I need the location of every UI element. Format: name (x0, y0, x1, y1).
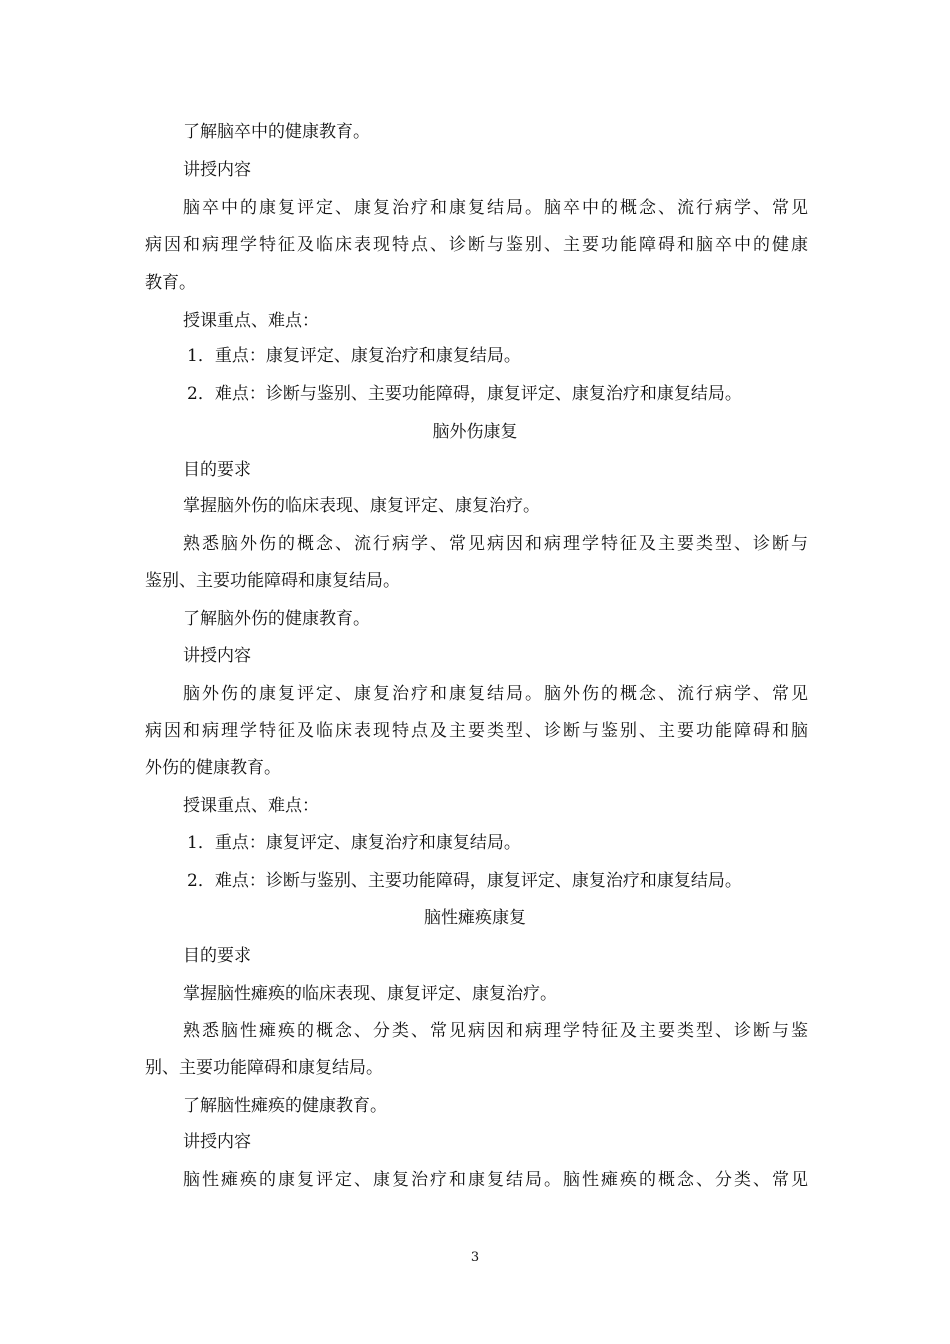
paragraph-line: 脑卒中的康复评定、康复治疗和康复结局。脑卒中的概念、流行病学、常见 (183, 198, 808, 218)
list-item: 1．重点：康复评定、康复治疗和康复结局。 (187, 346, 521, 366)
list-item: 2．难点：诊断与鉴别、主要功能障碍，康复评定、康复治疗和康复结局。 (187, 871, 742, 891)
paragraph-line: 脑外伤的康复评定、康复治疗和康复结局。脑外伤的概念、流行病学、常见 (183, 684, 808, 704)
section-label: 讲授内容 (183, 646, 251, 666)
paragraph-line: 别、主要功能障碍和康复结局。 (145, 1058, 383, 1078)
paragraph-line: 掌握脑性瘫痪的临床表现、康复评定、康复治疗。 (183, 984, 557, 1004)
section-label: 讲授内容 (183, 1132, 251, 1152)
section-heading: 脑外伤康复 (432, 422, 518, 442)
section-label: 讲授内容 (183, 160, 251, 180)
page-number: 3 (470, 1250, 480, 1265)
section-label: 授课重点、难点： (183, 796, 319, 816)
list-item: 2．难点：诊断与鉴别、主要功能障碍，康复评定、康复治疗和康复结局。 (187, 384, 742, 404)
section-label: 目的要求 (183, 946, 251, 966)
paragraph-line: 了解脑卒中的健康教育。 (183, 122, 370, 142)
paragraph-line: 鉴别、主要功能障碍和康复结局。 (145, 571, 400, 591)
paragraph-line: 掌握脑外伤的临床表现、康复评定、康复治疗。 (183, 496, 540, 516)
list-item: 1．重点：康复评定、康复治疗和康复结局。 (187, 833, 521, 853)
paragraph-line: 脑性瘫痪的康复评定、康复治疗和康复结局。脑性瘫痪的概念、分类、常见 (183, 1170, 808, 1190)
paragraph-line: 病因和病理学特征及临床表现特点及主要类型、诊断与鉴别、主要功能障碍和脑 (145, 721, 808, 741)
paragraph-line: 教育。 (145, 273, 196, 293)
paragraph-line: 熟悉脑外伤的概念、流行病学、常见病因和病理学特征及主要类型、诊断与 (183, 534, 808, 554)
paragraph-line: 了解脑性瘫痪的健康教育。 (183, 1096, 387, 1116)
paragraph-line: 熟悉脑性瘫痪的概念、分类、常见病因和病理学特征及主要类型、诊断与鉴 (183, 1021, 808, 1041)
section-label: 目的要求 (183, 460, 251, 480)
section-label: 授课重点、难点： (183, 311, 319, 331)
paragraph-line: 了解脑外伤的健康教育。 (183, 609, 370, 629)
paragraph-line: 病因和病理学特征及临床表现特点、诊断与鉴别、主要功能障碍和脑卒中的健康 (145, 235, 808, 255)
paragraph-line: 外伤的健康教育。 (145, 758, 281, 778)
section-heading: 脑性瘫痪康复 (424, 908, 526, 928)
